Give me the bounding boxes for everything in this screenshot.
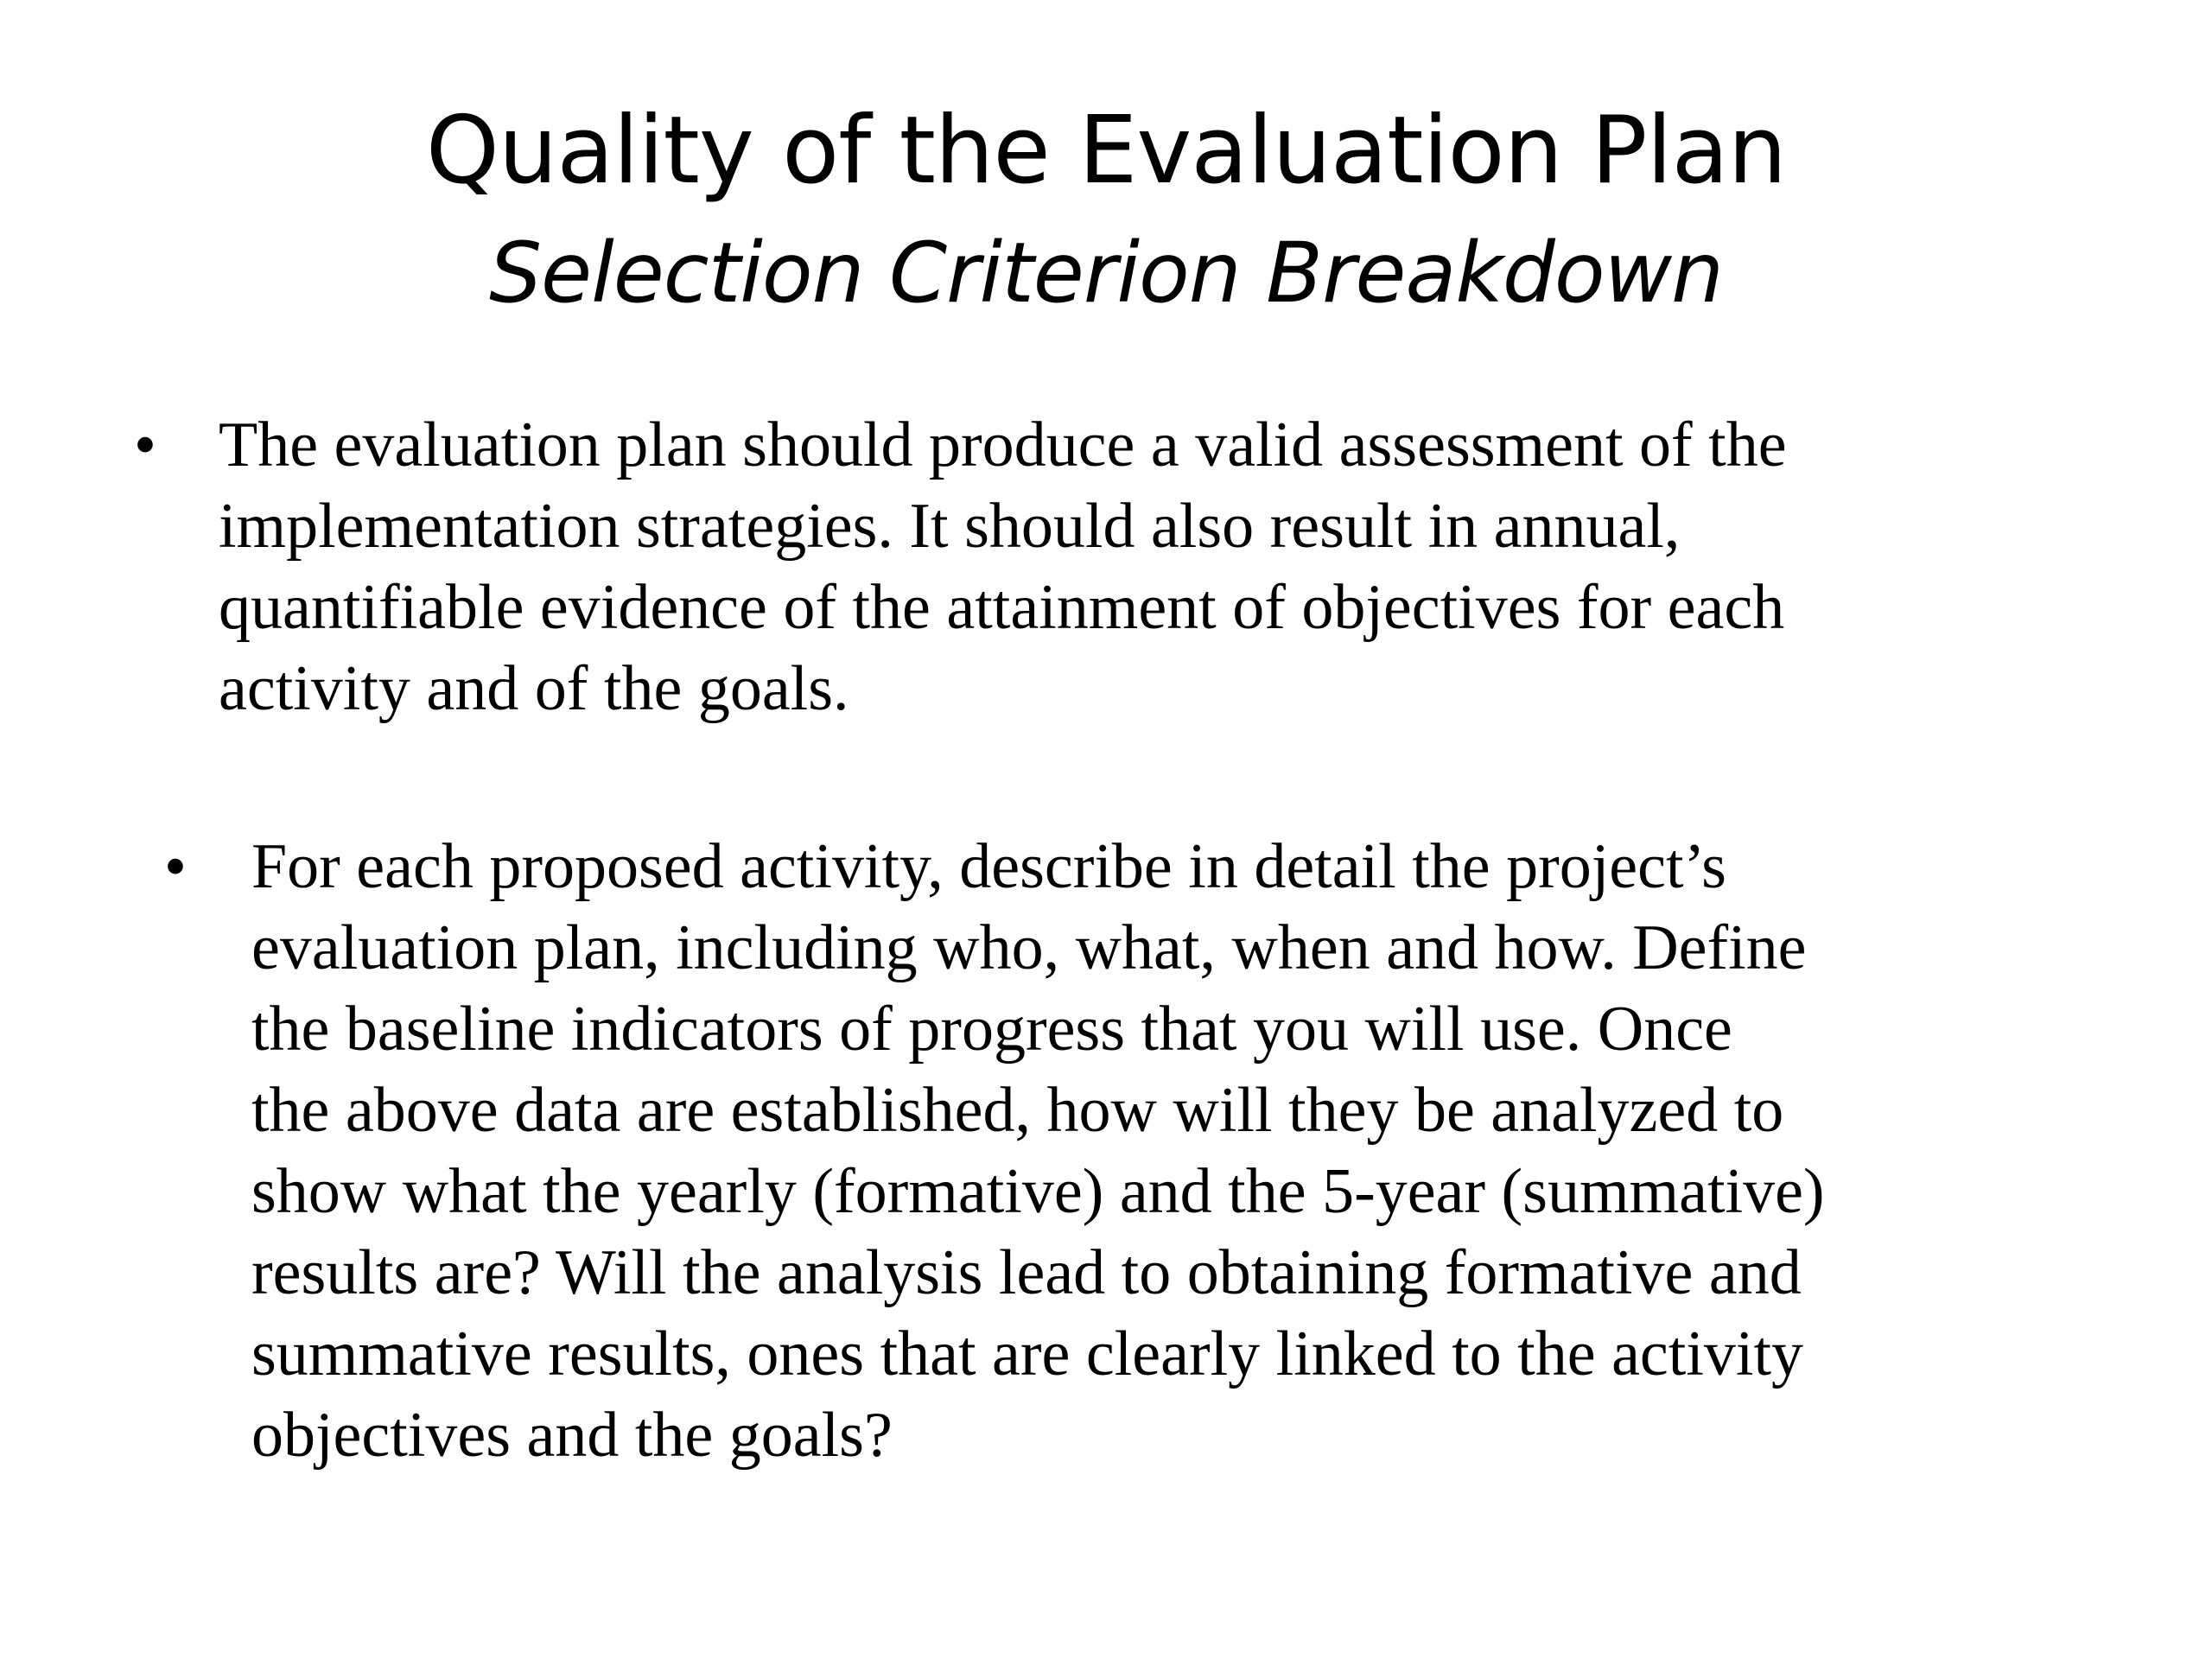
bullet-icon: • [164,831,187,902]
bullet-text: For each proposed activity, describe in detail the project’s evaluation plan, including who, what, when and how. Define the baseline indicators of progress that you will use. Once the above data are established, how will they be analyzed to show what the yearly (formative) and the 5-year (summative) results are? Will the analysis lead to obtaining formative and summative results, ones that are clearly linked to the activity objectives and the goals? [251,831,1825,1471]
bullet-item [134,404,2121,750]
bullet-item [164,826,2152,1483]
bullet-icon: • [134,410,156,480]
slide-subtitle: Selection Criterion Breakdown [489,225,1723,321]
slide-title: Quality of the Evaluation Plan [425,97,1787,205]
bullet-text: The evaluation plan should produce a valid assessment of the implementation strategies. It should also result in annual, quantifiable evidence of the attainment of objectives for each activity and of the goals. [219,410,1787,724]
title-block [0,91,2212,329]
